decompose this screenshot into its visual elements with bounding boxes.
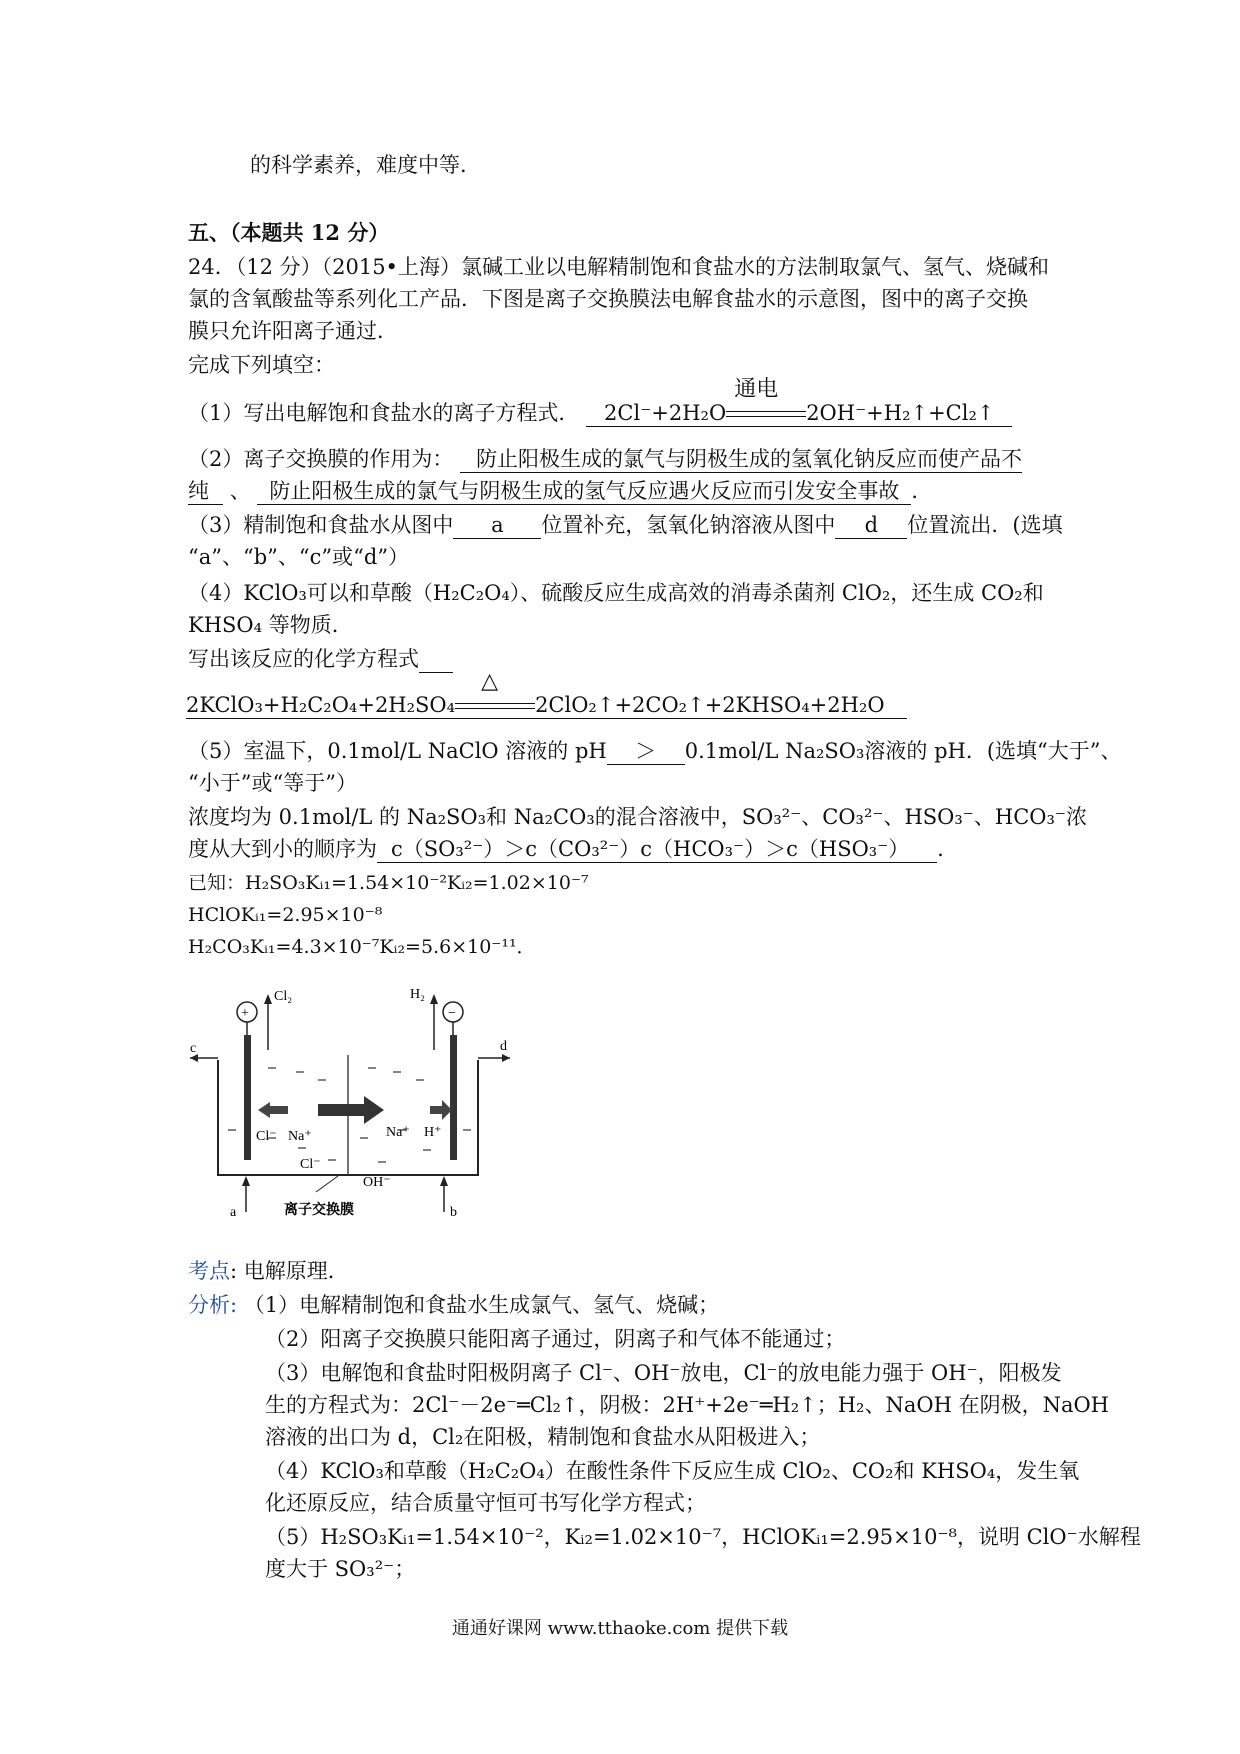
part-2-label: （2）离子交换膜的作用为：	[188, 447, 454, 471]
part-5-answer-2: c（SO₃²⁻）＞c（CO₃²⁻）c（HCO₃⁻）＞c（HSO₃⁻）	[377, 836, 937, 863]
analysis-2: （2）阳离子交换膜只能阳离子通过，阴离子和气体不能通过；	[265, 1327, 846, 1351]
equation-left: 2Cl⁻+2H₂O	[604, 401, 727, 425]
part-3-text: 位置流出．(选填	[907, 513, 1063, 537]
reaction-condition: △	[481, 668, 498, 694]
fenxi-colon: :	[230, 1293, 238, 1317]
analysis-3: 生的方程式为：2Cl⁻－2e⁻═Cl₂↑，阴极：2H⁺+2e⁻═H₂↑；H₂、NaOH 在阴极，NaOH	[265, 1393, 1109, 1417]
part-5-text: （5）室温下，0.1mol/L NaClO 溶液的 pH	[188, 739, 607, 763]
equation-right: 2OH⁻+H₂↑+Cl₂↑	[806, 401, 995, 425]
ion-na-left: Na⁺	[288, 1129, 312, 1144]
part-4-line: （4）KClO₃可以和草酸（H₂C₂O₄）、硫酸反应生成高效的消毒杀菌剂 ClO₂，还生成 CO₂和	[188, 581, 1044, 605]
period: ．	[911, 479, 933, 503]
part-2-cont	[188, 476, 932, 506]
part-1-answer	[586, 376, 1012, 427]
page-footer: 通通好课网 www.tthaoke.com 提供下载	[451, 1618, 789, 1639]
label-a: a	[230, 1205, 237, 1220]
part-4-prompt-text: 写出该反应的化学方程式	[188, 647, 419, 671]
question-intro-line: 24．（12 分）（2015•上海）氯碱工业以电解精制饱和食盐水的方法制取氯气、氢气、烧碱和	[188, 255, 1049, 279]
label-c: c	[190, 1041, 197, 1056]
part-5-text: 0.1mol/L Na₂SO₃溶液的 pH．(选填“大于”、	[684, 739, 1122, 763]
known-constants: H₂CO₃Kᵢ₁=4.3×10⁻⁷Kᵢ₂=5.6×10⁻¹¹．	[188, 936, 536, 958]
h-arrow	[430, 1100, 452, 1120]
ion-cl-mid: Cl⁻	[300, 1157, 321, 1172]
membrane-label: 离子交换膜	[284, 1202, 354, 1218]
analysis-5: （5）H₂SO₃Kᵢ₁=1.54×10⁻²，Kᵢ₂=1.02×10⁻⁷，HClOKᵢ₁=2.95×10⁻⁸，说明 ClO⁻水解程	[265, 1525, 1141, 1549]
period: ．	[937, 837, 959, 861]
reaction-condition: 通电	[734, 376, 779, 402]
part-4-line: KHSO₄ 等物质．	[188, 613, 353, 637]
instruction-text: 完成下列填空：	[188, 353, 335, 377]
known-constants: HClOKᵢ₁=2.95×10⁻⁸	[188, 904, 383, 926]
analysis-5: 度大于 SO₃²⁻；	[265, 1557, 416, 1581]
cl2-label: Cl₂	[274, 989, 293, 1004]
analysis-4: （4）KClO₃和草酸（H₂C₂O₄）在酸性条件下反应生成 ClO₂、CO₂和 KHSO₄，发生氧	[265, 1459, 1080, 1483]
part-2-answer-1: 防止阳极生成的氯气与阴极生成的氢氧化钠反应而使产品不	[460, 446, 1022, 473]
part-5-order	[188, 834, 958, 864]
fenxi	[188, 1290, 719, 1320]
separator: 、	[229, 479, 251, 503]
analysis-4: 化还原反应，结合质量守恒可书写化学方程式；	[265, 1491, 706, 1515]
part-5-options: “小于”或“等于”）	[188, 771, 357, 795]
h2-label: H₂	[410, 987, 425, 1002]
known-constants: 已知：H₂SO₃Kᵢ₁=1.54×10⁻²Kᵢ₂=1.02×10⁻⁷	[188, 872, 589, 894]
cl-arrow	[258, 1102, 288, 1118]
analysis-3: 溶液的出口为 d，Cl₂在阳极，精制饱和食盐水从阳极进入；	[265, 1425, 821, 1449]
label-d: d	[500, 1039, 507, 1054]
part-3-answer-1: a	[453, 512, 541, 539]
equation-right: 2ClO₂↑+2CO₂↑+2KHSO₄+2H₂O	[535, 693, 885, 717]
blank	[419, 646, 453, 673]
cathode	[450, 1035, 457, 1160]
part-5-line: 浓度均为 0.1mol/L 的 Na₂SO₃和 Na₂CO₃的混合溶液中，SO₃²⁻、CO₃²⁻、HSO₃⁻、HCO₃⁻浓	[188, 805, 1087, 829]
part-3-answer-2: d	[835, 512, 907, 539]
part-5	[188, 736, 1122, 766]
question-intro-line: 膜只允许阳离子通过．	[188, 319, 398, 343]
part-1	[188, 376, 1012, 428]
part-5-answer-1: ＞	[607, 738, 685, 765]
part-4-prompt	[188, 644, 453, 674]
kaodian-label: 考点	[188, 1259, 230, 1283]
part-2-answer-1-cont: 纯	[188, 478, 223, 505]
fenxi-label: 分析	[188, 1293, 230, 1317]
analysis-3: （3）电解饱和食盐时阳极阴离子 Cl⁻、OH⁻放电，Cl⁻的放电能力强于 OH⁻，阳极发	[265, 1361, 1062, 1385]
analysis-1: （1）电解精制饱和食盐水生成氯气、氢气、烧碱；	[243, 1293, 720, 1317]
part-1-label: （1）写出电解饱和食盐水的离子方程式．	[188, 401, 580, 425]
ion-h-plus: H⁺	[424, 1125, 442, 1140]
section-title: 五、（本题共 12 分）	[188, 220, 390, 245]
reaction-arrow	[726, 376, 806, 425]
part-3-text: 位置补充，氢氧化钠溶液从图中	[541, 513, 836, 537]
reaction-arrow	[455, 668, 535, 717]
continued-text: 的科学素养，难度中等．	[250, 153, 481, 177]
part-4-answer	[186, 668, 907, 720]
electrolysis-cell-diagram	[188, 980, 528, 1220]
kaodian-text: : 电解原理．	[230, 1259, 349, 1283]
part-5-text: 度从大到小的顺序为	[188, 837, 377, 861]
equation-left: 2KClO₃+H₂C₂O₄+2H₂SO₄	[186, 693, 456, 717]
minus-sign: −	[448, 1006, 456, 1021]
part-3	[188, 510, 1063, 540]
part-3-options: “a”、“b”、“c”或“d”）	[188, 545, 410, 569]
kaodian	[188, 1256, 349, 1286]
ion-cl-left: Cl⁻	[256, 1129, 277, 1144]
question-intro-line: 氯的含氧酸盐等系列化工产品．下图是离子交换膜法电解食盐水的示意图，图中的离子交换	[188, 287, 1028, 311]
label-b: b	[450, 1205, 457, 1220]
na-arrow	[318, 1096, 384, 1124]
anode	[244, 1035, 251, 1160]
part-3-text: （3）精制饱和食盐水从图中	[188, 513, 454, 537]
part-2-answer-2: 防止阳极生成的氯气与阴极生成的氢气反应遇火反应而引发安全事故	[257, 478, 911, 505]
plus-sign: +	[241, 1006, 249, 1021]
ion-oh: OH⁻	[363, 1175, 391, 1190]
ion-na-right: Na⁺	[386, 1125, 410, 1140]
part-2	[188, 444, 1022, 474]
